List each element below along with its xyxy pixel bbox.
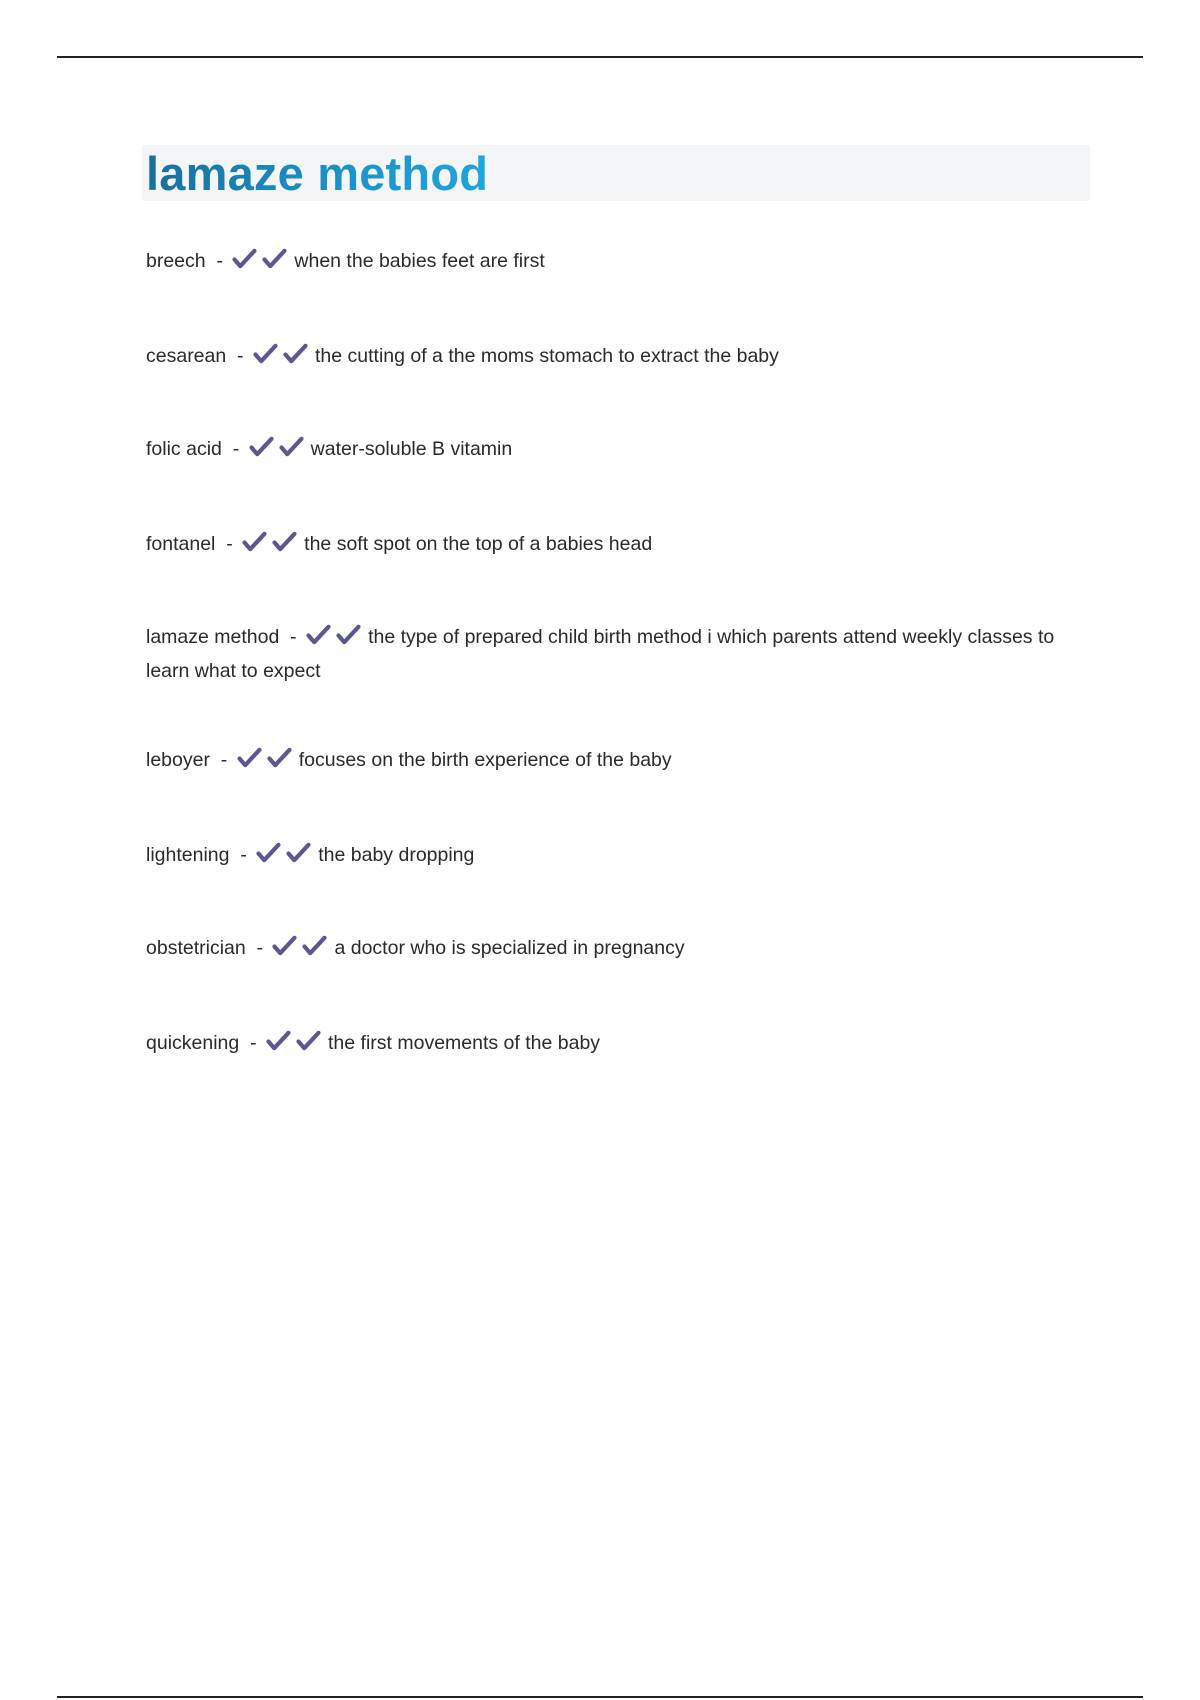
entry-separator: - — [227, 438, 245, 460]
checkmark-icon — [256, 842, 281, 864]
entry-separator: - — [215, 749, 233, 771]
entry-separator: - — [211, 250, 229, 272]
list-item — [146, 933, 1096, 967]
checkmark-icon — [302, 935, 327, 957]
checkmark-icon — [237, 747, 262, 769]
double-checkmark-icon — [266, 1030, 326, 1062]
checkmark-icon — [272, 935, 297, 957]
checkmark-icon — [232, 248, 257, 270]
checkmark-icon — [306, 624, 331, 646]
list-item — [146, 622, 1096, 687]
entry-definition: the first movements of the baby — [328, 1032, 601, 1054]
list-item — [146, 840, 1096, 874]
entry-term: lamaze method — [146, 626, 280, 648]
entry-term: lightening — [146, 844, 230, 866]
list-item — [146, 246, 1096, 280]
checkmark-icon — [267, 747, 292, 769]
entry-definition: the cutting of a the moms stomach to extract the baby — [314, 345, 779, 367]
checkmark-icon — [296, 1030, 321, 1052]
checkmark-icon — [272, 531, 297, 553]
checkmark-icon — [249, 436, 274, 458]
double-checkmark-icon — [272, 935, 332, 967]
entry-definition: the soft spot on the top of a babies head — [304, 533, 653, 555]
list-item — [146, 1028, 1096, 1062]
double-checkmark-icon — [249, 436, 309, 468]
entry-separator: - — [251, 937, 269, 959]
list-item — [146, 529, 1096, 563]
double-checkmark-icon — [232, 248, 292, 280]
checkmark-icon — [262, 248, 287, 270]
entry-definition: focuses on the birth experience of the baby — [298, 749, 672, 771]
entry-term: cesarean — [146, 345, 227, 367]
double-checkmark-icon — [306, 624, 366, 656]
checkmark-icon — [286, 842, 311, 864]
checkmark-icon — [279, 436, 304, 458]
list-item — [146, 745, 1096, 779]
entry-separator: - — [244, 1032, 262, 1054]
entry-definition: the baby dropping — [318, 844, 475, 866]
checkmark-icon — [336, 624, 361, 646]
entry-term: folic acid — [146, 438, 222, 460]
list-item — [146, 434, 1096, 468]
entry-term: quickening — [146, 1032, 240, 1054]
entry-separator: - — [231, 345, 249, 367]
entry-separator: - — [234, 844, 253, 866]
double-checkmark-icon — [237, 747, 297, 779]
entry-separator: - — [284, 626, 303, 648]
list-item — [146, 341, 1096, 375]
entry-term: obstetrician — [146, 937, 246, 959]
header-rule — [57, 56, 1143, 58]
checkmark-icon — [266, 1030, 291, 1052]
checkmark-icon — [242, 531, 267, 553]
checkmark-icon — [283, 343, 308, 365]
checkmark-icon — [253, 343, 278, 365]
entry-definition: a doctor who is specialized in pregnancy — [334, 937, 685, 959]
entry-term: breech — [146, 250, 206, 272]
entry-definition: water-soluble B vitamin — [310, 438, 513, 460]
entry-definition: the type of prepared child birth method i which parents attend weekly classes to learn what to expect — [146, 626, 1055, 682]
double-checkmark-icon — [256, 842, 316, 874]
double-checkmark-icon — [253, 343, 313, 375]
page-title: lamaze method — [146, 147, 489, 200]
entry-separator: - — [220, 533, 239, 555]
double-checkmark-icon — [242, 531, 302, 563]
entry-term: leboyer — [146, 749, 210, 771]
entry-definition: when the babies feet are first — [294, 250, 545, 272]
footer-rule — [57, 1696, 1143, 1698]
entry-term: fontanel — [146, 533, 216, 555]
